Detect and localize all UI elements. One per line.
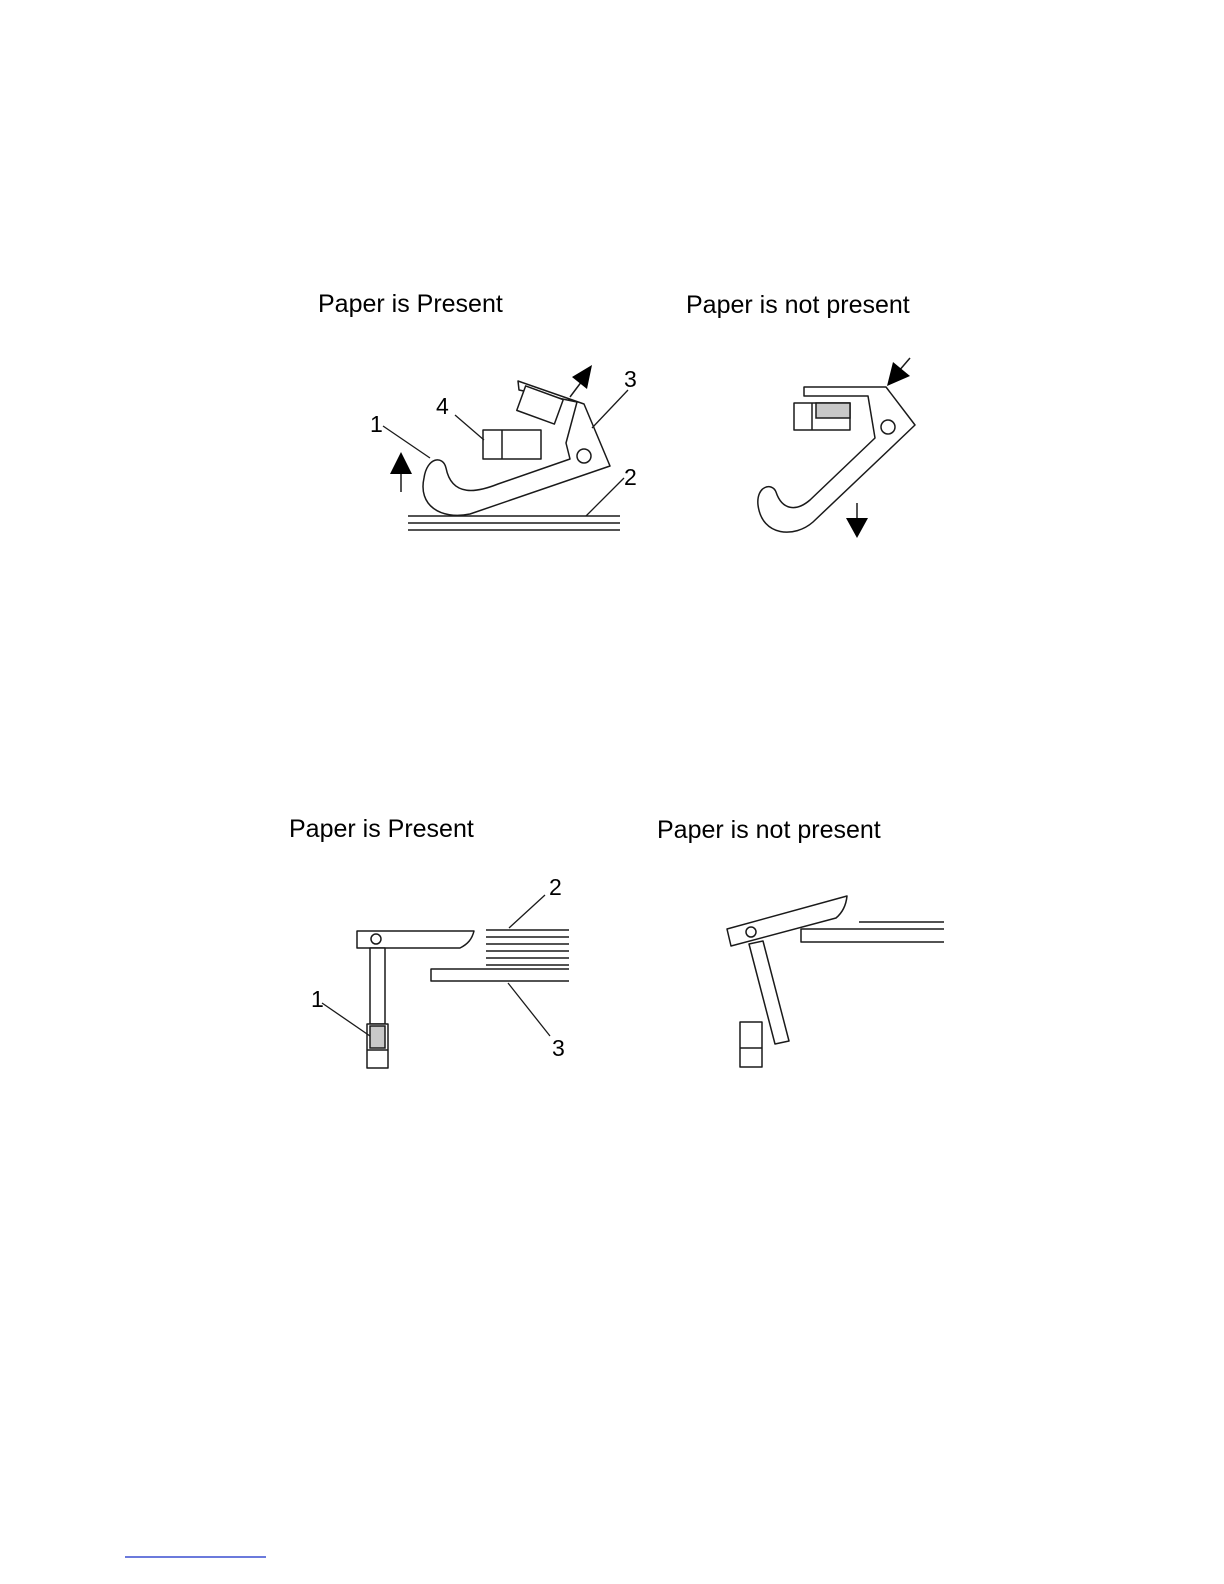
arrow-down-left-icon: [887, 358, 910, 386]
leader-1: [322, 1003, 370, 1036]
leader-1: [383, 426, 430, 458]
flag-tab: [517, 386, 563, 424]
callout-2: 2: [549, 874, 562, 900]
callout-1: 1: [370, 411, 383, 437]
paper-tray: [431, 969, 569, 981]
leader-2: [586, 478, 624, 516]
leader-3: [508, 983, 550, 1036]
optical-sensor: [367, 1024, 388, 1068]
bottom-present-caption: Paper is Present: [289, 815, 474, 843]
paper-tray: [801, 929, 944, 942]
top-absent-caption: Paper is not present: [686, 291, 910, 319]
leader-2: [509, 895, 545, 928]
arrow-down-icon: [846, 503, 868, 538]
pivot-pin: [746, 927, 756, 937]
bottom-absent-diagram: [657, 816, 944, 1067]
callout-1: 1: [311, 986, 324, 1012]
top-present-diagram: [318, 290, 637, 530]
arrow-up-icon: [390, 452, 412, 492]
paper-stack: [408, 516, 620, 530]
flag-stem: [370, 948, 385, 1024]
pivot-pin: [577, 449, 591, 463]
top-present-caption: Paper is Present: [318, 290, 503, 318]
top-figure: [318, 290, 915, 538]
pivot-pin: [881, 420, 895, 434]
callout-4: 4: [436, 393, 449, 419]
optical-sensor: [794, 403, 850, 430]
leader-3: [592, 390, 628, 428]
top-absent-diagram: [686, 291, 915, 538]
optical-sensor: [483, 430, 541, 459]
bottom-figure: [289, 815, 944, 1068]
callout-3: 3: [552, 1035, 565, 1061]
leader-4: [455, 415, 484, 440]
bottom-absent-caption: Paper is not present: [657, 816, 881, 844]
callout-2: 2: [624, 464, 637, 490]
arrow-up-right-icon: [570, 365, 592, 397]
pivot-pin: [371, 934, 381, 944]
paper-stack: [486, 930, 569, 965]
bottom-present-diagram: [289, 815, 569, 1068]
callout-3: 3: [624, 366, 637, 392]
optical-sensor: [740, 1022, 762, 1067]
